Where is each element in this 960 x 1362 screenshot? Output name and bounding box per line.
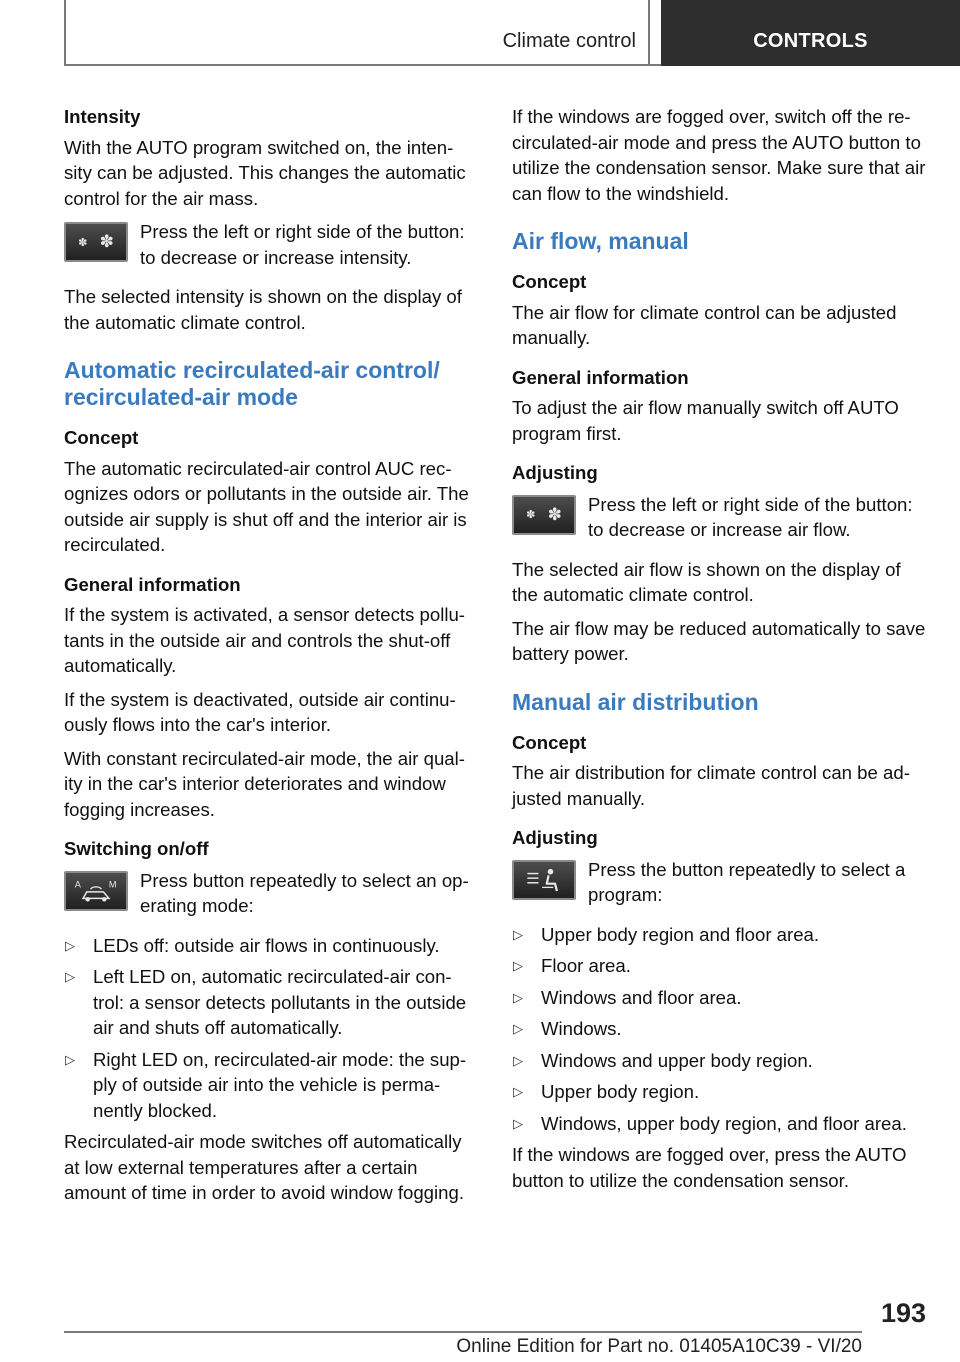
- footer-rule: [64, 1331, 862, 1333]
- triangle-bullet-icon: ▷: [65, 937, 75, 953]
- list-item: ▷ Floor area.: [512, 953, 926, 979]
- recirculation-button-icon: [64, 871, 128, 911]
- airflow-heading: Air flow, manual: [512, 228, 689, 254]
- auc-general-paragraph-2: If the system is deactivated, outside air continu-ously flows into the car's interior.: [64, 688, 456, 735]
- list-item: ▷ Windows and floor area.: [512, 985, 926, 1011]
- fan-button-icon: [512, 495, 576, 535]
- auc-heading: Automatic recirculated-air control/ recirculated-air mode: [64, 357, 440, 410]
- svg-text:A: A: [74, 878, 81, 889]
- car-recirculation-icon: [72, 875, 120, 907]
- distribution-adjusting-title: Adjusting: [512, 827, 598, 848]
- triangle-bullet-icon: ▷: [65, 1051, 75, 1067]
- distribution-button-row: [512, 857, 926, 908]
- airflow-display-paragraph: The selected air flow is shown on the display of the automatic climate control.: [512, 558, 901, 605]
- right-column: [512, 104, 926, 1201]
- fan-large-icon: ✽: [99, 232, 114, 251]
- svg-text:M: M: [108, 878, 117, 889]
- airflow-general-paragraph: To adjust the air flow manually switch off AUTO program first.: [512, 397, 899, 444]
- intensity-paragraph: With the AUTO program switched on, the inten-sity can be adjusted. This changes the automatic control for the air mass.: [64, 136, 466, 209]
- intensity-button-text: Press the left or right side of the button: to decrease or increase intensity.: [140, 221, 465, 268]
- triangle-bullet-icon: ▷: [513, 1052, 523, 1068]
- intensity-display-paragraph: The selected intensity is shown on the display of the automatic climate control.: [64, 286, 462, 333]
- distribution-heading: Manual air distribution: [512, 688, 759, 715]
- airflow-battery-paragraph: The air flow may be reduced automatically to save battery power.: [512, 617, 926, 664]
- distribution-program-list: [512, 922, 926, 1137]
- distribution-paragraph: If the windows are fogged over, press the AUTO button to utilize the condensation sensor.: [512, 1144, 907, 1191]
- triangle-bullet-icon: ▷: [65, 969, 75, 984]
- airflow-concept-paragraph: The air flow for climate control can be adjusted manually.: [512, 301, 897, 348]
- header-chapter-tab[interactable]: [661, 0, 960, 66]
- list-item: ▷ LEDs off: outside air flows in continuously.: [64, 933, 478, 959]
- triangle-bullet-icon: ▷: [513, 1021, 523, 1036]
- left-column: [64, 104, 478, 1214]
- intensity-title: Intensity: [64, 106, 141, 127]
- list-item: ▷ Left LED on, automatic recirculated-air con-trol: a sensor detects pollutants in the outside air and shuts off automatically.: [65, 966, 467, 1038]
- airflow-button-text: Press the left or right side of the button: to decrease or increase air flow.: [588, 493, 913, 540]
- triangle-bullet-icon: ▷: [513, 1115, 523, 1131]
- intensity-button-row: [64, 219, 478, 270]
- air-distribution-button-icon: [512, 860, 576, 900]
- switch-button-row: [64, 868, 478, 919]
- header-section-title: Climate control: [502, 30, 636, 52]
- auc-general-paragraph-1: If the system is activated, a sensor detects pollu-tants in the outside air and controls the shut-off automatically.: [64, 604, 465, 676]
- list-item: ▷ Upper body region and floor area.: [512, 922, 926, 948]
- fan-large-icon: ✽: [547, 504, 562, 524]
- header-section-box: [64, 0, 650, 66]
- switch-mode-list: [64, 933, 478, 1124]
- list-item: ▷ Windows.: [512, 1016, 926, 1042]
- list-item: ▷ Windows and upper body region.: [512, 1048, 926, 1074]
- switch-title: Switching on/off: [64, 838, 209, 859]
- footer-edition: Online Edition for Part no. 01405A10C39 - VI/20: [456, 1336, 862, 1357]
- airflow-concept-title: Concept: [512, 271, 587, 292]
- list-item: ▷ Windows, upper body region, and floor area.: [512, 1111, 926, 1137]
- switch-button-text: Press button repeatedly to select an op-erating mode:: [140, 869, 469, 916]
- auc-concept-title: Concept: [64, 427, 139, 448]
- header-chapter-title: CONTROLS: [753, 30, 868, 52]
- auc-concept-paragraph: The automatic recirculated-air control AUC rec-ognizes odors or pollutants in the outside air. The outside air supply is shut off and the interior air is recirculated.: [64, 457, 469, 555]
- fan-button-icon: [64, 222, 128, 262]
- seated-person-airflow-icon: [520, 864, 568, 896]
- list-item: ▷ Upper body region.: [512, 1079, 926, 1105]
- distribution-concept-paragraph: The air distribution for climate control can be ad-justed manually.: [512, 762, 910, 809]
- airflow-button-row: [512, 492, 926, 543]
- fog-paragraph: If the windows are fogged over, switch off the re-circulated-air mode and press the AUTO button to utilize the condensation sensor. Make sure that air can flow to the windshield.: [512, 106, 926, 204]
- fan-small-icon: ✽: [526, 509, 536, 521]
- distribution-button-text: Press the button repeatedly to select a program:: [588, 858, 906, 905]
- list-item: ▷ Right LED on, recirculated-air mode: the sup-ply of outside air into the vehicle is perma-nently blocked.: [65, 1048, 467, 1121]
- triangle-bullet-icon: ▷: [513, 926, 523, 942]
- distribution-concept-title: Concept: [512, 731, 587, 753]
- switch-paragraph: Recirculated-air mode switches off automatically at low external temperatures after a certain amount of time in order to avoid window fogging.: [64, 1131, 464, 1203]
- airflow-adjusting-title: Adjusting: [512, 462, 598, 483]
- page-number: 193: [880, 1298, 926, 1328]
- triangle-bullet-icon: ▷: [513, 989, 523, 1005]
- auc-general-paragraph-3: With constant recirculated-air mode, the air qual-ity in the car's interior deteriorates and window fogging increases.: [64, 747, 465, 820]
- airflow-general-title: General information: [512, 366, 689, 388]
- auc-general-title: General information: [64, 573, 241, 595]
- triangle-bullet-icon: ▷: [513, 1084, 523, 1099]
- fan-small-icon: ✽: [78, 236, 88, 249]
- triangle-bullet-icon: ▷: [513, 958, 523, 973]
